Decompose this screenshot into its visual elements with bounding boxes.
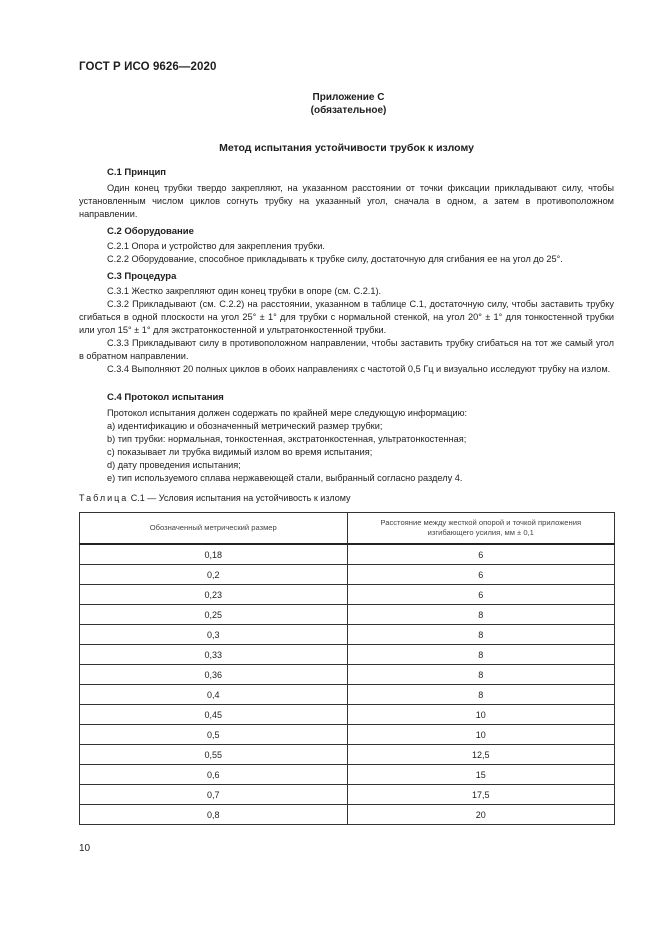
cell-size: 0,5: [80, 725, 348, 745]
table-body: [80, 544, 615, 825]
cell-distance: 8: [347, 685, 615, 705]
appendix-subtitle: (обязательное): [310, 105, 387, 116]
cell-distance: 8: [347, 625, 615, 645]
section-heading: С.3 Процедура: [107, 271, 177, 282]
paragraph: Протокол испытания должен содержать по крайней мере следующую информацию:: [107, 408, 468, 418]
paragraph: С.3.4 Выполняют 20 полных циклов в обоих направлениях с частотой 0,5 Гц и визуально исследуют трубку на излом.: [107, 364, 611, 374]
cell-distance: 10: [347, 705, 615, 725]
table-row: [80, 544, 615, 565]
cell-size: 0,55: [80, 745, 348, 765]
column-header-distance: Расстояние между жесткой опорой и точкой приложения изгибающего усилия, мм ± 0,1: [347, 513, 615, 545]
table-row: [80, 685, 615, 705]
table-row: [80, 585, 615, 605]
document-id: ГОСТ Р ИСО 9626—2020: [79, 61, 217, 73]
section-c1: [79, 166, 614, 221]
cell-distance: 15: [347, 765, 615, 785]
section-heading: С.1 Принцип: [107, 167, 167, 178]
main-title: Метод испытания устойчивости трубок к излому: [219, 142, 474, 154]
table-row: [80, 645, 615, 665]
list-item: e) тип используемого сплава нержавеющей стали, выбранный согласно разделу 4.: [107, 473, 463, 483]
table-row: [80, 705, 615, 725]
paragraph: С.3.1 Жестко закрепляют один конец трубки в опоре (см. С.2.1).: [107, 286, 382, 296]
paragraph: Один конец трубки твердо закрепляют, на указанном расстоянии от точки фиксации прикладывают силу, чтобы установленным числом циклов согнуть трубку на указанный угол, сначала в одном, а затем в противоположном направлении.: [79, 183, 614, 219]
cell-distance: 8: [347, 665, 615, 685]
cell-distance: 8: [347, 605, 615, 625]
table-header-row: [80, 513, 615, 545]
paragraph: С.2.1 Опора и устройство для закрепления трубки.: [107, 241, 325, 251]
table-row: [80, 565, 615, 585]
paragraph: С.3.2 Прикладывают (см. С.2.2) на расстоянии, указанном в таблице С.1, достаточную силу, чтобы заставить трубку сгибаться в одной плоскости на угол 25° ± 1° для трубки с нормальной стенкой, на угол 20° ± 1° для тонкостенной трубки или угол 15° ± 1° для экстратонкостенной и ультратонкостенной трубки.: [79, 299, 614, 335]
section-c2: [79, 225, 614, 266]
cell-size: 0,23: [80, 585, 348, 605]
cell-size: 0,8: [80, 805, 348, 825]
table-row: [80, 665, 615, 685]
page-number: 10: [79, 843, 91, 854]
table-row: [80, 745, 615, 765]
section-c3: [79, 270, 614, 376]
table-row: [80, 785, 615, 805]
table-caption: [79, 493, 351, 503]
column-header-size: Обозначенный метрический размер: [80, 513, 348, 545]
table-caption-text: С.1 — Условия испытания на устойчивость к излому: [128, 493, 351, 503]
cell-distance: 8: [347, 645, 615, 665]
cell-size: 0,2: [80, 565, 348, 585]
table-row: [80, 765, 615, 785]
section-c4: [79, 391, 614, 485]
appendix-title: Приложение С: [312, 92, 385, 103]
paragraph: С.3.3 Прикладывают силу в противоположном направлении, чтобы заставить трубку сгибаться на тот же самый угол в обратном направлении.: [79, 338, 614, 361]
list-item: d) дату проведения испытания;: [107, 460, 241, 470]
cell-distance: 10: [347, 725, 615, 745]
table-row: [80, 805, 615, 825]
cell-distance: 20: [347, 805, 615, 825]
table-row: [80, 725, 615, 745]
cell-size: 0,4: [80, 685, 348, 705]
cell-size: 0,18: [80, 544, 348, 565]
list-item: c) показывает ли трубка видимый излом во время испытания;: [107, 447, 373, 457]
cell-distance: 12,5: [347, 745, 615, 765]
cell-size: 0,3: [80, 625, 348, 645]
cell-distance: 17,5: [347, 785, 615, 805]
cell-size: 0,25: [80, 605, 348, 625]
section-heading: С.2 Оборудование: [107, 226, 194, 237]
table-row: [80, 625, 615, 645]
cell-distance: 6: [347, 565, 615, 585]
list-item: b) тип трубки: нормальная, тонкостенная, экстратонкостенная, ультратонкостенная;: [107, 434, 467, 444]
cell-size: 0,6: [80, 765, 348, 785]
table-row: [80, 605, 615, 625]
cell-distance: 6: [347, 585, 615, 605]
list-item: а) идентификацию и обозначенный метрический размер трубки;: [107, 421, 383, 431]
cell-size: 0,36: [80, 665, 348, 685]
section-heading: С.4 Протокол испытания: [107, 392, 224, 403]
test-conditions-table: [79, 512, 615, 825]
table-caption-label: Таблица: [79, 493, 129, 503]
cell-distance: 6: [347, 544, 615, 565]
cell-size: 0,7: [80, 785, 348, 805]
cell-size: 0,33: [80, 645, 348, 665]
cell-size: 0,45: [80, 705, 348, 725]
paragraph: С.2.2 Оборудование, способное прикладывать к трубке силу, достаточную для сгибания ее на угол до 25°.: [107, 254, 563, 264]
